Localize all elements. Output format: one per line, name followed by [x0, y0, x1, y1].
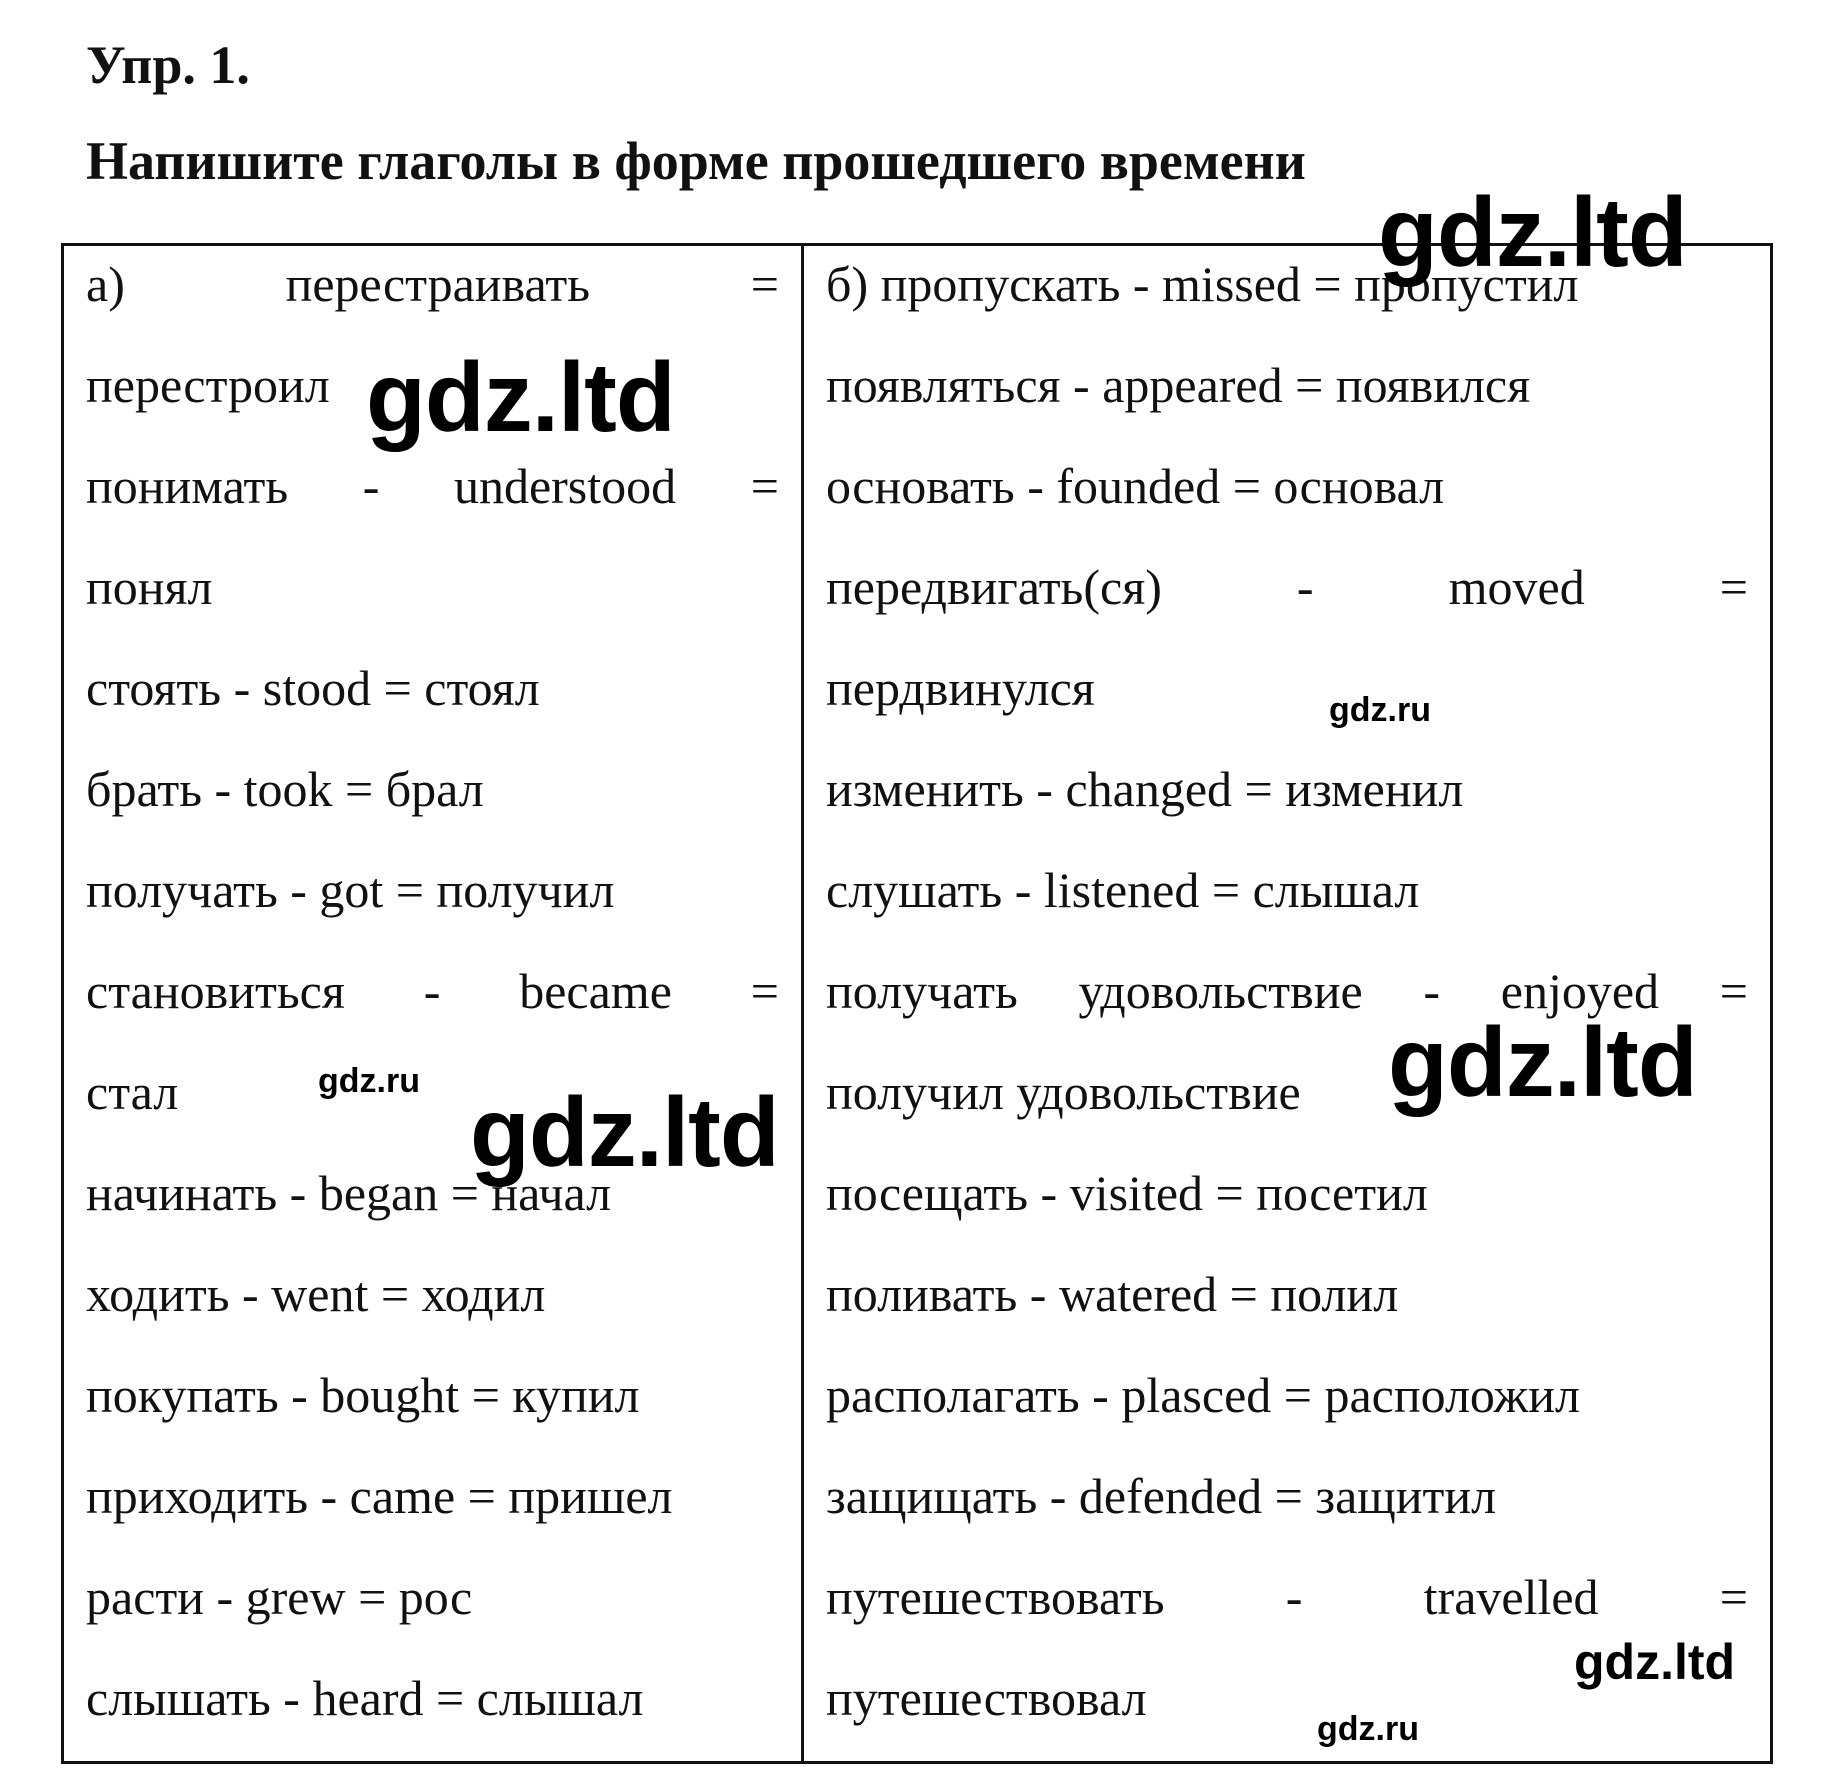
- column-b-line-part: удовольствие: [1078, 963, 1363, 1019]
- column-b-line-part: путешествовать: [826, 1569, 1165, 1625]
- watermark: gdz.ltd: [470, 1077, 779, 1187]
- column-b-line: [826, 1468, 1748, 1524]
- column-a-line-part: становиться: [86, 963, 345, 1019]
- column-a-line-part: понимать: [86, 458, 289, 514]
- column-b-line-part: enjoyed: [1500, 963, 1660, 1019]
- column-a-line: [86, 559, 779, 615]
- column-a-line-part: получать - got = получил: [86, 862, 615, 918]
- column-a-line-part: -: [362, 458, 380, 514]
- column-a-line-part: понял: [86, 559, 213, 615]
- task-instruction: Напишите глаголы в форме прошедшего времени: [86, 131, 1306, 191]
- column-b-line: [826, 1165, 1748, 1221]
- column-b-line: [826, 458, 1748, 514]
- column-a-line-part: брать - took = брал: [86, 761, 484, 817]
- column-b-line-part: основать - founded = основал: [826, 458, 1445, 514]
- column-b-line: [826, 1367, 1748, 1423]
- column-a-line: [86, 1468, 779, 1524]
- column-a-line-part: =: [750, 963, 779, 1019]
- watermark: gdz.ru: [1329, 691, 1431, 729]
- column-b-line-part: получил удовольствие: [826, 1064, 1301, 1120]
- column-b-line: [826, 862, 1748, 918]
- column-b-line-part: защищать - defended = защитил: [826, 1468, 1497, 1524]
- column-a-line-part: перестроил: [86, 357, 330, 413]
- column-b-line-part: появляться - appeared = появился: [826, 357, 1531, 413]
- column-b-line-part: посещать - visited = посетил: [826, 1165, 1428, 1221]
- column-a-line-part: перестраивать: [285, 256, 591, 312]
- exercise-number: Упр. 1.: [86, 35, 250, 95]
- column-b-line: [826, 559, 1748, 615]
- column-b-line-part: путешествовал: [826, 1670, 1147, 1726]
- column-b-line-part: -: [1423, 963, 1441, 1019]
- verb-table: [61, 243, 1773, 1764]
- column-a-line-part: -: [423, 963, 441, 1019]
- column-b-line-part: слушать - listened = слышал: [826, 862, 1420, 918]
- watermark: gdz.ru: [318, 1062, 420, 1100]
- column-a-line: [86, 1367, 779, 1423]
- column-b-line-part: передвигать(ся): [826, 559, 1162, 615]
- column-a-line: [86, 660, 779, 716]
- column-a-line-part: а): [86, 256, 125, 312]
- column-b-line-part: изменить - changed = изменил: [826, 761, 1464, 817]
- watermark: gdz.ltd: [1388, 1007, 1697, 1117]
- column-b-line-part: =: [1719, 963, 1748, 1019]
- column-a-line: [86, 963, 779, 1019]
- watermark: gdz.ltd: [1378, 177, 1687, 287]
- column-b-line-part: travelled: [1423, 1569, 1599, 1625]
- column-a-line-part: начинать - began = начал: [86, 1165, 612, 1221]
- column-b-line-part: =: [1719, 1569, 1748, 1625]
- column-b-line: [826, 761, 1748, 817]
- column-b-line-part: пердвинулся: [826, 660, 1095, 716]
- column-a-line-part: =: [750, 458, 779, 514]
- column-a-line: [86, 1670, 779, 1726]
- column-a-line: [86, 458, 779, 514]
- column-a-line-part: стал: [86, 1064, 179, 1120]
- column-b-line-part: получать: [826, 963, 1018, 1019]
- watermark: gdz.ru: [1317, 1710, 1419, 1748]
- column-b-line: [826, 1266, 1748, 1322]
- column-b-line: [826, 1569, 1748, 1625]
- column-b-line-part: б) пропускать - missed = пропустил: [826, 256, 1579, 312]
- column-b-line: [826, 660, 1748, 716]
- column-b-line-part: moved: [1448, 559, 1585, 615]
- column-b: [804, 246, 1770, 1761]
- column-a-line-part: became: [519, 963, 672, 1019]
- column-b-line-part: -: [1296, 559, 1314, 615]
- column-a-line: [86, 1266, 779, 1322]
- column-b-line-part: поливать - watered = полил: [826, 1266, 1399, 1322]
- column-a-line-part: understood: [453, 458, 677, 514]
- column-a-line: [86, 256, 779, 312]
- column-b-line-part: =: [1719, 559, 1748, 615]
- column-a-line: [86, 862, 779, 918]
- column-a-line-part: =: [750, 256, 779, 312]
- column-a-line-part: ходить - went = ходил: [86, 1266, 546, 1322]
- column-a-line-part: приходить - came = пришел: [86, 1468, 673, 1524]
- column-a-line: [86, 1569, 779, 1625]
- column-a-line-part: покупать - bought = купил: [86, 1367, 640, 1423]
- column-a-line-part: расти - grew = рос: [86, 1569, 473, 1625]
- watermark: gdz.ltd: [1574, 1634, 1736, 1690]
- column-a-line-part: слышать - heard = слышал: [86, 1670, 644, 1726]
- column-b-line: [826, 357, 1748, 413]
- column-b-line-part: располагать - plasced = расположил: [826, 1367, 1580, 1423]
- column-a: [64, 246, 804, 1761]
- watermark: gdz.ltd: [366, 342, 675, 452]
- column-a-line: [86, 761, 779, 817]
- column-b-line-part: -: [1285, 1569, 1303, 1625]
- column-a-line-part: стоять - stood = стоял: [86, 660, 540, 716]
